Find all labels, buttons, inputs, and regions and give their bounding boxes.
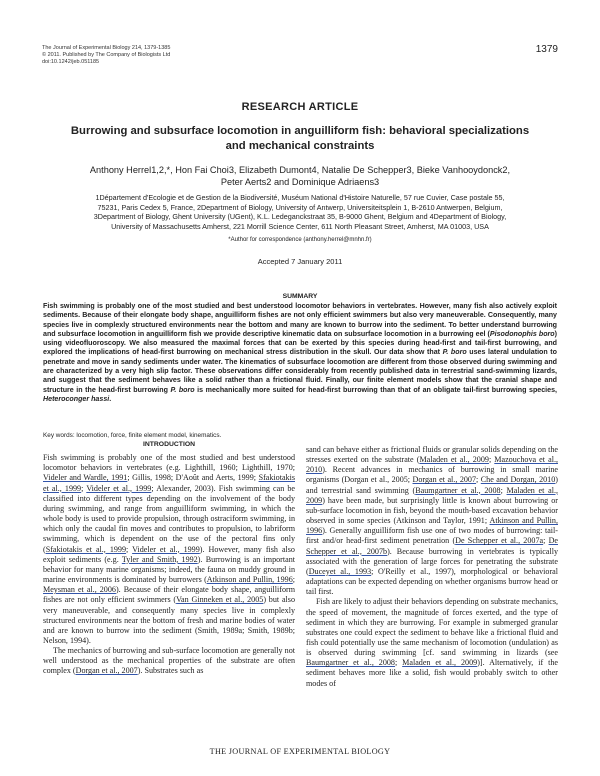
affiliation-line: 75231, Paris Cedex 5, France, 2Department of Biology, University of Antwerp, Universiteitsplein 1, B-2610 Antwerpen, Belgium, bbox=[97, 202, 503, 212]
page-number: 1379 bbox=[535, 44, 558, 55]
intro-paragraph: Fish are likely to adjust their behaviors depending on substrate mechanics, the speed of movement, the magnitude of forces exerted, and the type of sediment in which they are burrowing. For example in submerged granular substrates one could expect the sediment to behave like a frictional fluid and fish could potentially use the same mechanism of locomotion (undulation) as is observed during swimming [cf. sand swimming in lizards (see Baumgartner et al., 2008; Maladen et al., 2009)]. Alternatively, if the sediment behaves more like a solid, fish would probably switch to other modes of bbox=[306, 597, 558, 688]
affiliation-line: 1Département d'Ecologie et de Gestion de la Biodiversité, Muséum National d'Histoire Naturelle, 57 rue Cuvier, Case postale 55, bbox=[95, 193, 505, 202]
affiliations bbox=[55, 193, 545, 231]
journal-citation bbox=[42, 45, 170, 66]
section-heading-introduction: INTRODUCTION bbox=[142, 441, 196, 448]
journal-line: The Journal of Experimental Biology 214, 1379-1385 bbox=[42, 45, 171, 51]
citation-link[interactable]: Baumgartner et al., 2008 bbox=[415, 485, 501, 495]
left-column bbox=[43, 441, 295, 677]
citation-link[interactable]: Mazouchova et al., 2010 bbox=[306, 455, 558, 475]
authors-line: Peter Aerts2 and Dominique Adriaens3 bbox=[220, 177, 380, 187]
citation-link[interactable]: De Schepper et al., 2007a bbox=[455, 536, 544, 546]
summary-part: uses lateral undulation to penetrate and move in sandy sediments under water. The kinematics of subsurface locomotion are different from those observed during swimming and are characterized by a very high slip factor. These observations differ considerably from recently published data in terrestrial sand-swimming lizards, and suggest that the sediment behaves like a solid rather than a frictional fluid. Finally, our finite element models show that the cranial shape and structure in the head-first burrowing bbox=[43, 348, 557, 394]
summary-text bbox=[43, 302, 557, 404]
species-name: Heteroconger hassi bbox=[43, 394, 110, 403]
intro-paragraph: sand can behave either as frictional fluids or granular solids depending on the stresses exerted on the substrate (Maladen et al., 2009; Mazouchova et al., 2010). Recent advances in mechanics of burrowing in small marine organisms (Dorgan et al., 2005; Dorgan et al., 2007; Che and Dorgan, 2010) and terrestrial sand swimming (Baumgartner et al., 2008; Maladen et al., 2009) have been made, but surprisingly little is known about burrowing or sub-surface locomotion in fish, beyond the mouth-based excavation behavior observed in some species (Atkinson and Taylor, 1991; Atkinson and Pullin, 1996). Generally anguilliform fish use one of two modes of burrowing: tail-first and/or head-first sediment penetration (De Schepper et al., 2007a; De Schepper et al., 2007b). Because burrowing in vertebrates is typically associated with the generation of large forces for penetrating the substrate (Duceyet al., 1993; O'Reilly et al., 1997), morphological or behavioral adaptations can be expected depending on whether organisms burrow head or tail first. bbox=[306, 445, 558, 597]
copyright-line: © 2011. Published by The Company of Biologists Ltd bbox=[42, 52, 171, 58]
citation-link[interactable]: Maladen et al., 2009 bbox=[419, 455, 489, 465]
intro-paragraph: Fish swimming is probably one of the most studied and best understood locomotor behaviors in vertebrates (e.g. Lighthill, 1960; Lighthill, 1970; Videler and Wardle, 1991; Gillis, 1998; D'Août and Aerts, 1999; Sfakiotakis et al., 1999; Videler et al., 1999; Alexander, 2003). Fish swimming can be classified into different types depending on the involvement of the body during swimming, and range from anguilliform swimming, in which the whole body is used to provide propulsion, through ostraciform swimming, in which only the caudal fin moves and contributes to propulsion, to labriform swimming, which is dependent on the use of the pectoral fins only (Sfakiotakis et al., 1999; Videler et al., 1999). However, many fish also exploit sediments (e.g. Tyler and Smith, 1992). Burrowing is an important behavior for many marine organisms; indeed, the fauna on muddy ground in marine environments is dominated by burrowers (Atkinson and Pullin, 1996; Meysman et al., 2006). Because of their elongate body shape, anguilliform fishes are not only efficient swimmers (Van Ginneken et al., 2005) but also very maneuverable, and consequently many species live in complexly structured environments near the bottom of fresh and marine bodies of water and are known to burrow into the sediment (Smith, 1989a; Smith, 1989b; Nelson, 1994). bbox=[43, 453, 295, 645]
authors-line: Anthony Herrel1,2,*, Hon Fai Choi3, Elizabeth Dumont4, Natalie De Schepper3, Bieke Vanhooydonck2, bbox=[89, 165, 511, 175]
citation-link[interactable]: Maladen et al., 2009 bbox=[306, 485, 558, 505]
citation-link[interactable]: Baumgartner et al., 2008 bbox=[306, 658, 395, 668]
title-line: and mechanical constraints bbox=[225, 140, 375, 152]
journal-footer: THE JOURNAL OF EXPERIMENTAL BIOLOGY bbox=[209, 747, 391, 756]
title-line: Burrowing and subsurface locomotion in anguilliform fish: behavioral specializations bbox=[70, 125, 530, 137]
keywords: Key words: locomotion, force, finite element model, kinematics. bbox=[43, 432, 222, 439]
intro-paragraph: The mechanics of burrowing and sub-surface locomotion are generally not well understood as the mechanical properties of the substrate are often complex (Dorgan et al., 2007). Substrates such as bbox=[43, 646, 295, 676]
doi-line: doi:10.1242/jeb.051185 bbox=[42, 59, 100, 65]
affiliation-line: University of Massachusetts Amherst, 221 Morrill Science Center, 611 North Pleasant Street, Amherst, MA 01003, USA bbox=[111, 221, 489, 231]
citation-link[interactable]: Sfakiotakis et al., 1999 bbox=[43, 473, 295, 493]
citation-link[interactable]: De Schepper et al., 2007b bbox=[306, 536, 558, 556]
citation-link[interactable]: Che and Dorgan, 2010 bbox=[480, 475, 556, 485]
citation-link[interactable]: Videler and Wardle, 1991 bbox=[43, 473, 128, 483]
species-name: P. boro bbox=[442, 348, 467, 357]
article-type-label: RESEARCH ARTICLE bbox=[241, 101, 359, 113]
citation-link[interactable]: Atkinson and Pullin, 1996 bbox=[206, 575, 293, 585]
summary-part: Fish swimming is probably one of the most studied and best understood locomotor behaviors in vertebrates. However, many fish also actively exploit sediments. Because of their elongate body shape, anguilliform fishes are not only efficient swimmers but also very maneuverable. Consequently, many species live in complexly structured environments near the bottom and many are known to burrow into the sediment. To better understand burrowing and subsurface locomotion in anguilliform fish we provide descriptive kinematic data on subsurface locomotion in a burrowing eel ( bbox=[43, 302, 557, 338]
citation-link[interactable]: Dorgan et al., 2007 bbox=[75, 666, 138, 676]
citation-link[interactable]: Videler et al., 1999 bbox=[132, 544, 200, 554]
author-list bbox=[40, 164, 560, 188]
species-name: Pisodonophis boro bbox=[489, 329, 555, 338]
article-title bbox=[40, 124, 560, 154]
right-column bbox=[306, 445, 558, 689]
affiliation-line: 3Department of Biology, Ghent University (UGent), K.L. Ledeganckstraat 35, B-9000 Ghent, Belgium and 4Department of Biology, bbox=[93, 212, 507, 222]
citation-link[interactable]: Maladen et al., 2009 bbox=[402, 658, 478, 668]
citation-link[interactable]: Sfakiotakis et al., 1999 bbox=[45, 544, 127, 554]
summary-part: is mechanically more suited for head-first burrowing than that of an obligate tail-first burrowing species, bbox=[194, 385, 557, 394]
summary-heading: SUMMARY bbox=[282, 293, 318, 300]
citation-link[interactable]: Videler et al., 1999 bbox=[86, 483, 152, 493]
citation-link[interactable]: Dorgan et al., 2007 bbox=[412, 475, 477, 485]
citation-link[interactable]: Atkinson and Pullin, 1996 bbox=[306, 516, 558, 536]
citation-link[interactable]: Meysman et al., 2006 bbox=[43, 585, 116, 595]
citation-link[interactable]: Van Ginneken et al., 2005 bbox=[176, 595, 264, 605]
species-name: P. boro bbox=[170, 385, 195, 394]
accepted-date: Accepted 7 January 2011 bbox=[257, 257, 343, 266]
citation-link[interactable]: Tyler and Smith, 1992 bbox=[121, 554, 198, 564]
summary-part: ) using videofluoroscopy. We also measured the maximal forces that can be exerted by this species during head-first and tail-first burrowing, and explored the implications of head-first burrowing on mechanical stress distribution in the skull. Our data show that bbox=[43, 329, 557, 357]
citation-link[interactable]: Duceyet al., 1993 bbox=[308, 566, 372, 576]
correspondence-note: *Author for correspondence (anthony.herrel@mnhn.fr) bbox=[228, 237, 372, 243]
summary-part: . bbox=[109, 394, 112, 403]
